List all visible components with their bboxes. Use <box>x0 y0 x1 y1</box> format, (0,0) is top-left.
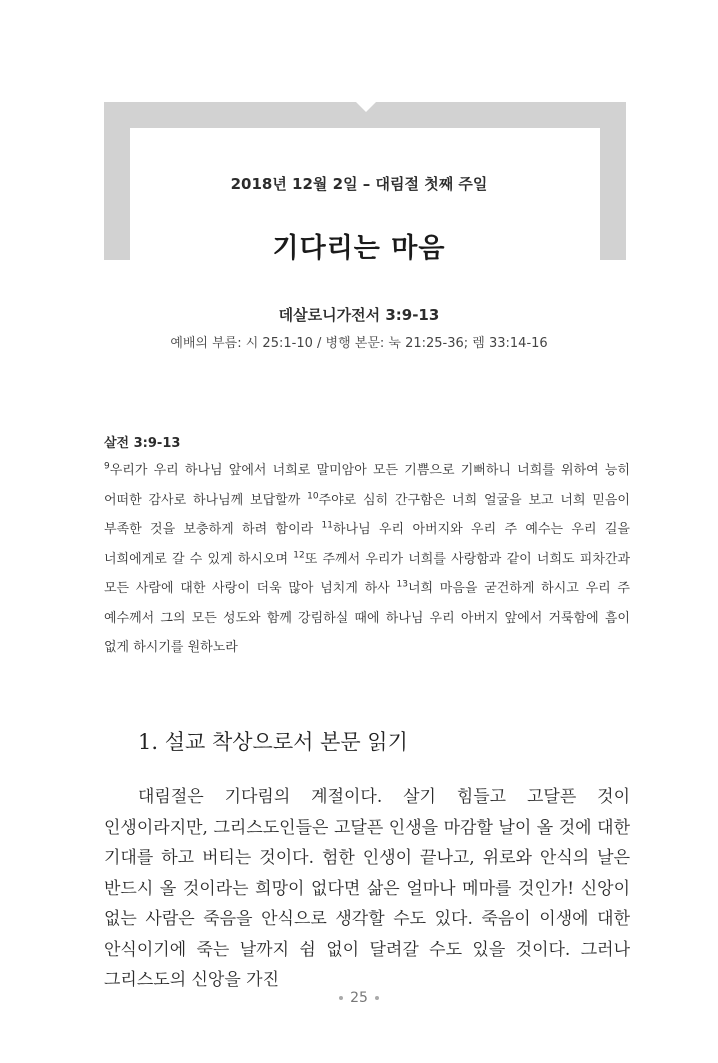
verse-number: 13 <box>396 579 408 590</box>
scripture-reference: 살전 3:9-13 <box>104 436 181 451</box>
section-heading: 1. 설교 착상으로서 본문 읽기 <box>138 730 408 754</box>
verse-text: 하나님 우리 아버지와 우리 주 예수는 우리 길을 너희에게로 갈 수 있게 하시오며 <box>104 522 630 567</box>
verse-text: 또 주께서 우리가 너희를 사랑함과 같이 너희도 피차간과 모든 사람에 대한 사랑이 더욱 많아 넘치게 하사 <box>104 551 630 596</box>
lectionary-readings: 예배의 부름: 시 25:1-10 / 병행 본문: 눅 21:25-36; 렘 33:14-16 <box>170 336 548 351</box>
sermon-title: 기다리는 마음 <box>272 233 446 264</box>
footer-bullet <box>339 996 343 1000</box>
service-date: 2018년 12월 2일 – 대림절 첫째 주일 <box>230 175 488 193</box>
verse-text: 우리가 우리 하나님 앞에서 너희로 말미암아 모든 기쁨으로 기뻐하니 너희를 위하여 능히 어떠한 감사로 하나님께 보답할까 <box>104 463 630 508</box>
verse-number: 11 <box>321 520 333 531</box>
verse-text: 주야로 심히 간구함은 너희 얼굴을 보고 너희 믿음이 부족한 것을 보충하게 하려 함이라 <box>104 492 630 537</box>
frame-notch <box>356 102 376 112</box>
verse-text: 너희 마음을 굳건하게 하시고 우리 주 예수께서 그의 모든 성도와 함께 강림하실 때에 하나님 우리 아버지 앞에서 거룩함에 흠이 없게 하시기를 원하노라 <box>104 581 630 655</box>
main-scripture-reference: 데살로니가전서 3:9-13 <box>278 306 440 324</box>
verse-number: 10 <box>307 491 319 502</box>
footer-bullet <box>375 996 379 1000</box>
scripture-text <box>104 456 630 663</box>
verse-number: 12 <box>293 550 305 561</box>
verse-number: 9 <box>104 461 110 472</box>
page-number: 25 <box>350 990 368 1006</box>
page-footer <box>0 990 718 1006</box>
sermon-body-paragraph: 대림절은 기다림의 계절이다. 살기 힘들고 고달픈 것이 인생이라지만, 그리스도인들은 고달픈 인생을 마감할 날이 올 것에 대한 기대를 하고 버티는 것이다. 험한 인생이 끝나고, 위로와 안식의 날은 반드시 올 것이라는 희망이 없다면 삶은 얼마나 메마를 것인가! 신앙이 없는 사람은 죽음을 안식으로 생각할 수도 있다. 죽음이 이생에 대한 안식이기에 죽는 날까지 쉼 없이 달려갈 수도 있을 것이다. 그러나 그리스도의 신앙을 가진 <box>104 787 630 990</box>
